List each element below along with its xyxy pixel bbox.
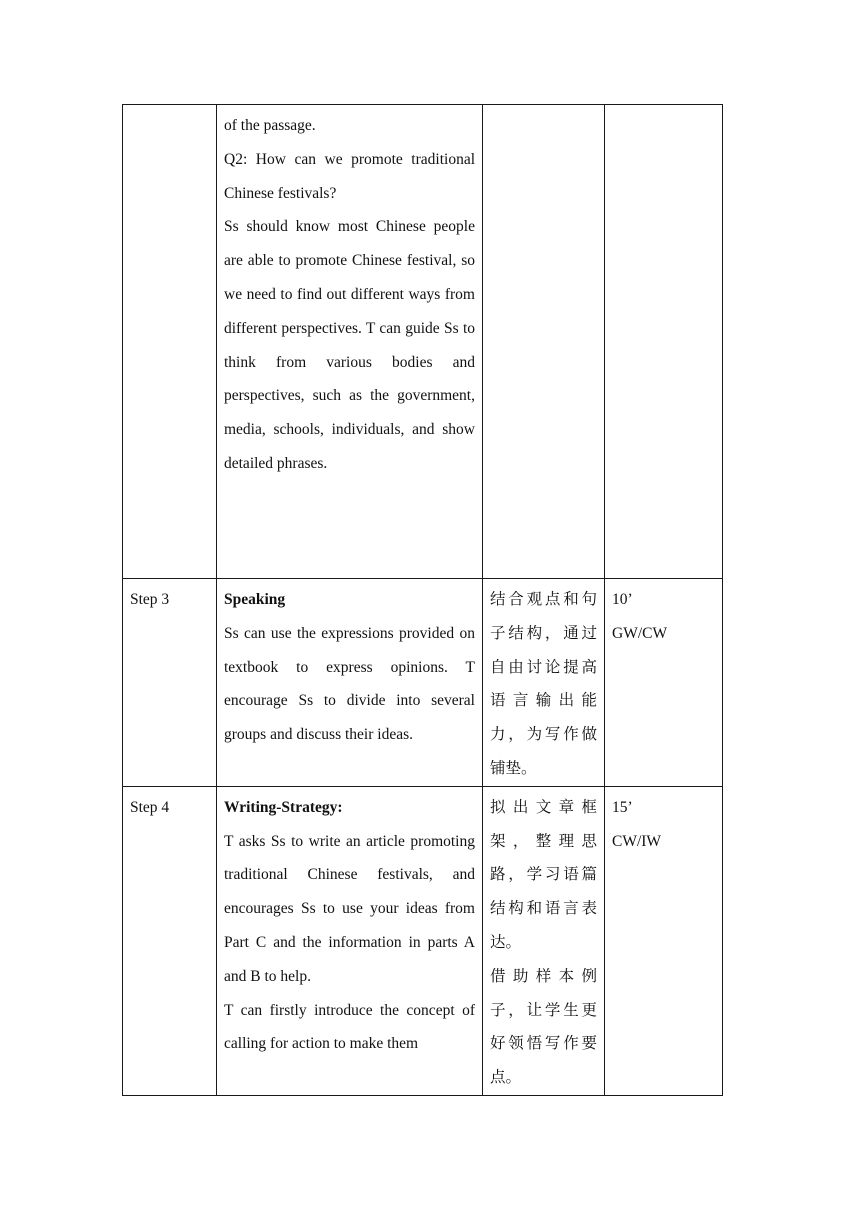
lesson-plan-table [122,104,723,1096]
content-cell [217,579,483,787]
purpose-text: 拟出文章框架，整理思路，学习语篇结构和语言表达。 [490,797,597,951]
time-mode-cell [605,579,723,787]
table-row-step-3 [123,579,723,787]
purpose-cell [483,579,605,787]
step-body-continued: T can firstly introduce the concept of calling for action to make them [224,1001,475,1053]
step-heading: Writing-Strategy: [224,798,343,816]
time-mode-cell [605,786,723,1095]
mode-text: CW/IW [612,832,662,850]
content-line: Q2: How can we promote traditional Chinese festivals? [224,150,475,202]
step-cell [123,786,217,1095]
content-cell [217,105,483,579]
time-text: 10’ [612,591,633,608]
table-row-step-4 [123,786,723,1095]
step-cell [123,105,217,579]
purpose-text: 结合观点和句子结构，通过自由讨论提高语言输出能力，为写作做铺垫。 [490,590,597,777]
content-line: Ss should know most Chinese people are able to promote Chinese festival, so we need to find out different ways from different perspectives. T can guide Ss to think from various bodies and perspectives, such as the government, media, schools, individuals, and show detailed phrases. [224,218,475,472]
table-row-continuation [123,105,723,579]
step-cell [123,579,217,787]
time-mode-cell [605,105,723,579]
step-label: Step 3 [130,591,170,608]
step-heading: Speaking [224,591,286,608]
content-cell [217,786,483,1095]
purpose-cell [483,105,605,579]
step-label: Step 4 [130,798,170,816]
time-text: 15’ [612,798,633,816]
step-body: Ss can use the expressions provided on textbook to express opinions. T encourage Ss to divide into several groups and discuss their ideas. [224,624,475,744]
content-line: of the passage. [224,117,316,134]
mode-text: GW/CW [612,624,668,642]
purpose-text-2: 借助样本例子，让学生更好领悟写作要点。 [490,966,597,1087]
step-body: T asks Ss to write an article promoting traditional Chinese festivals, and encourages Ss to use your ideas from Part C and the information in parts A and B to help. [224,832,475,985]
purpose-cell [483,786,605,1095]
